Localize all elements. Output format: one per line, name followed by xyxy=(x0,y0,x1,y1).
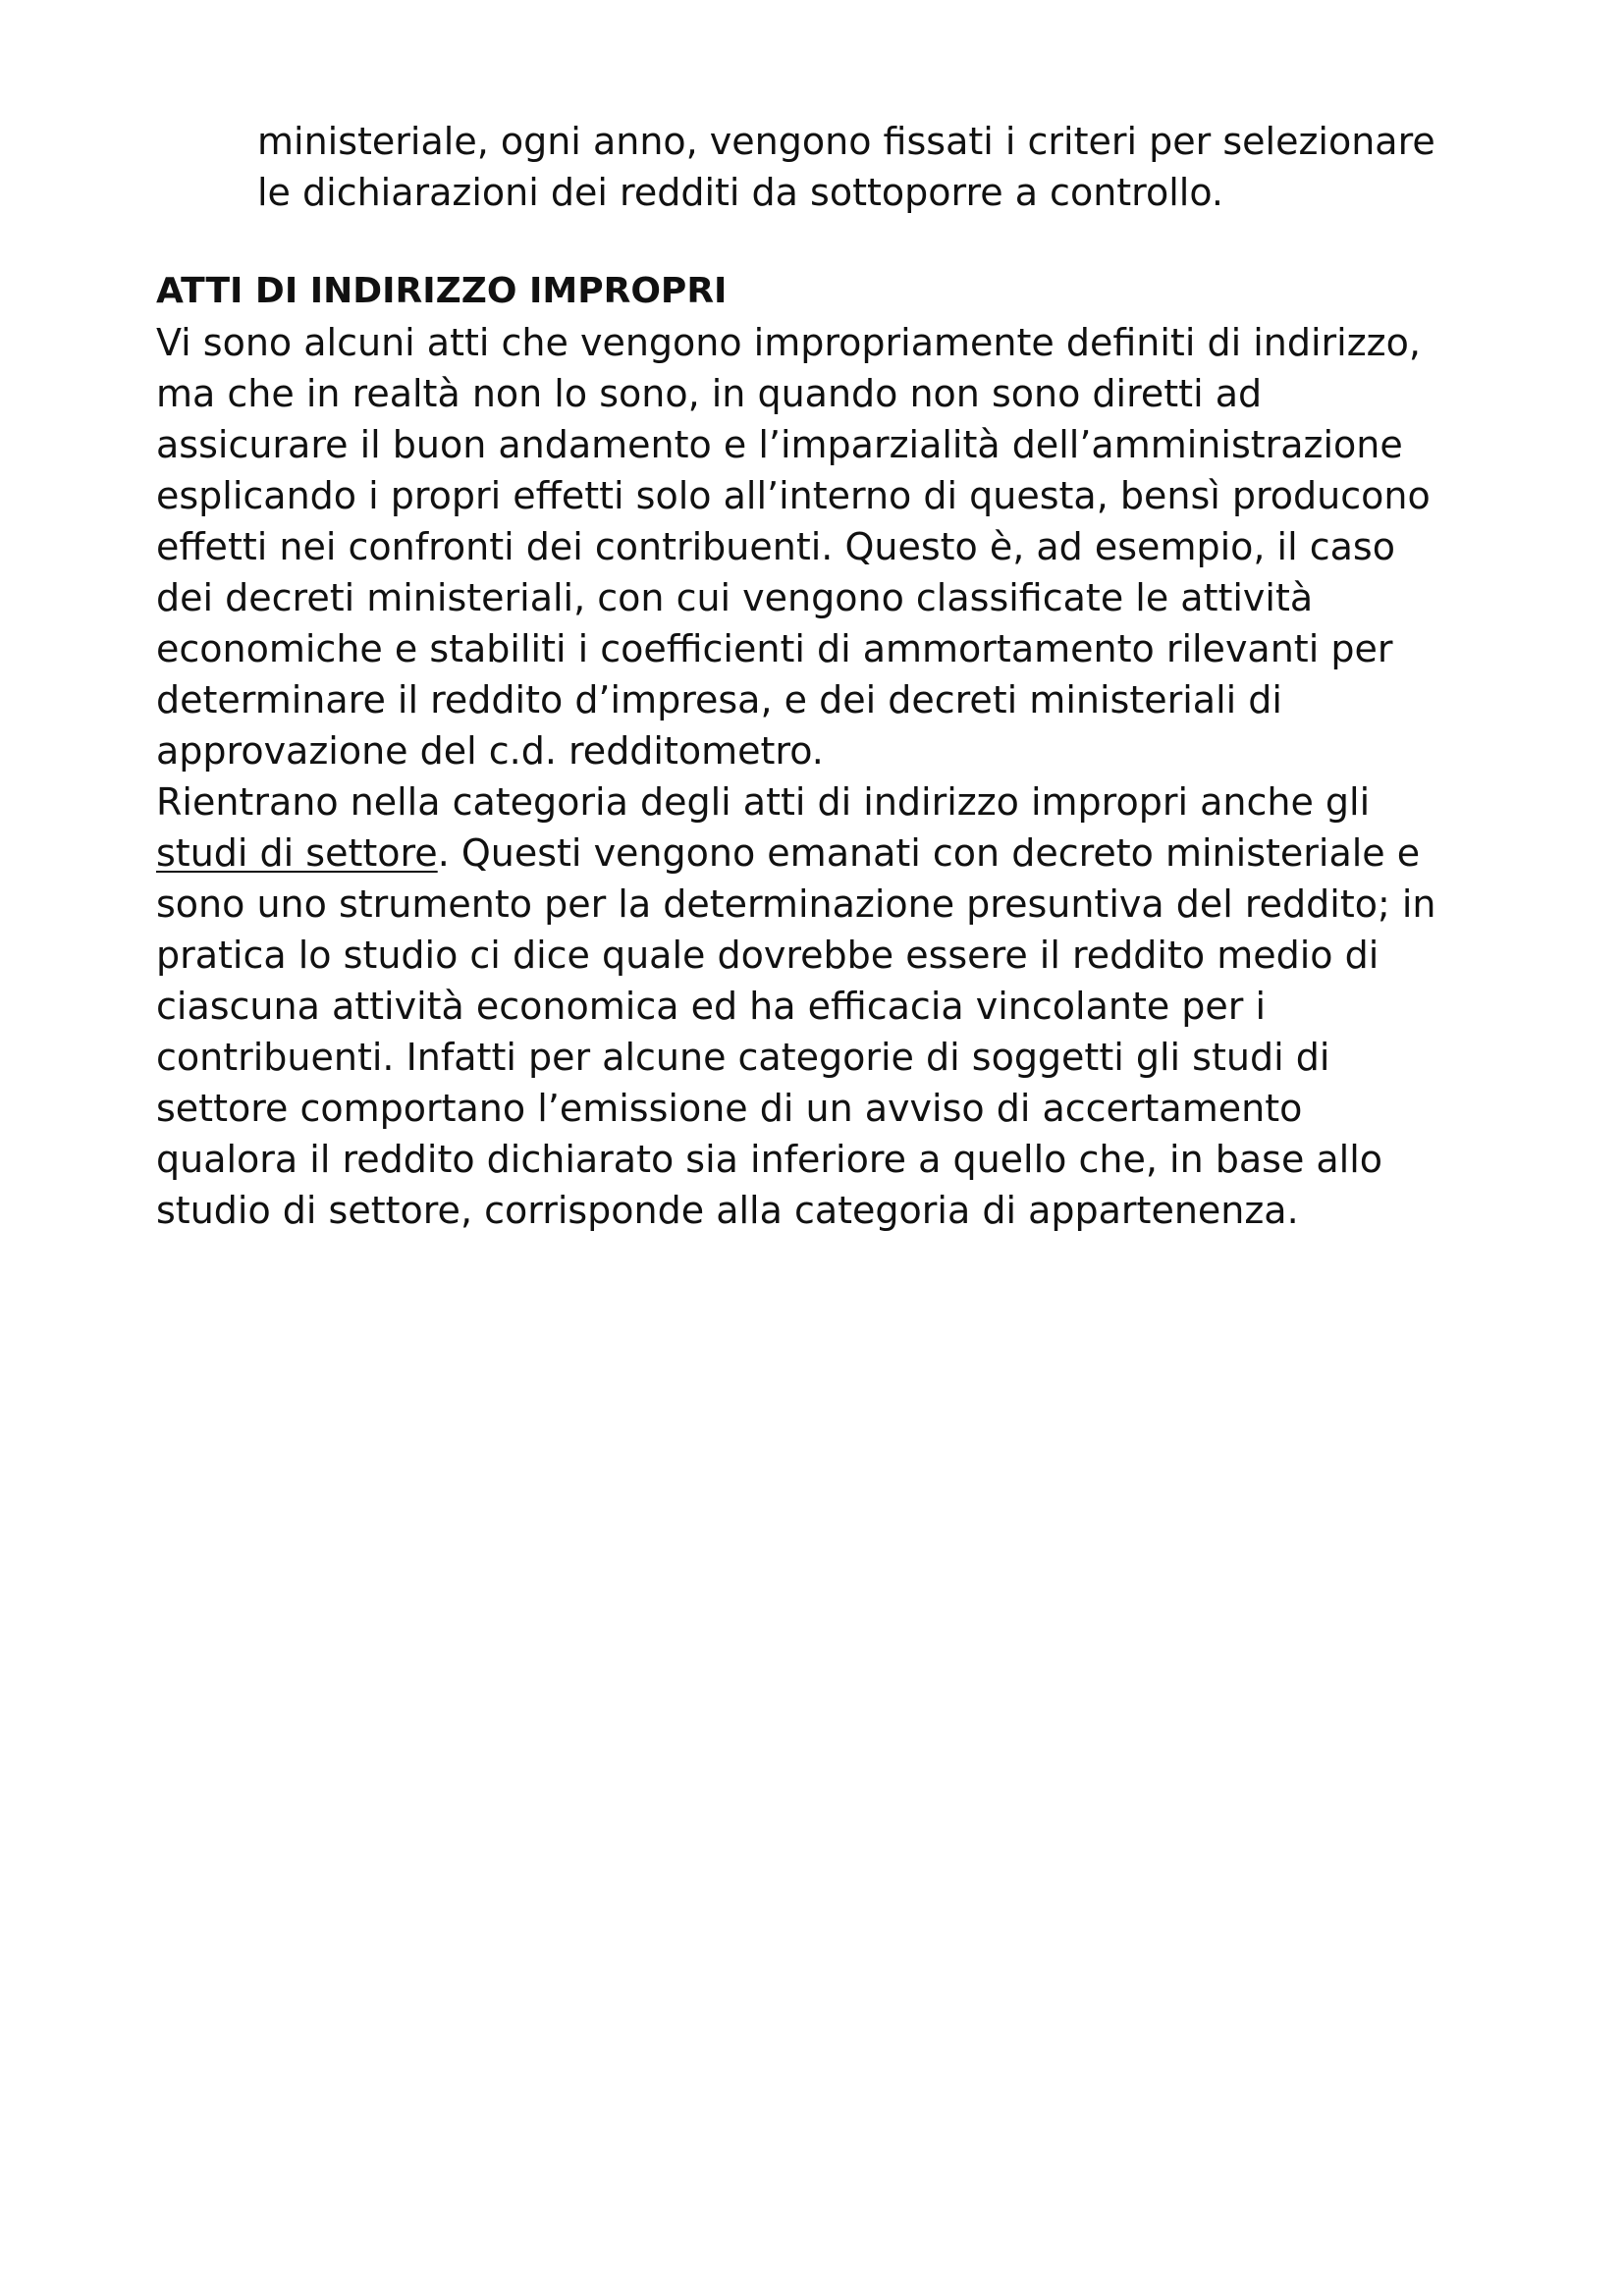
paragraph2-line: ciascuna attività economica ed ha efficacia vincolante per i xyxy=(156,985,1267,1028)
intro-line-2: le dichiarazioni dei redditi da sottoporre a controllo. xyxy=(257,171,1223,214)
paragraph2-line: contribuenti. Infatti per alcune categorie di soggetti gli studi di xyxy=(156,1036,1330,1079)
paragraph1-line: esplicando i propri effetti solo all’interno di questa, bensì producono xyxy=(156,474,1431,517)
paragraph1-line: assicurare il buon andamento e l’imparzialità dell’amministrazione xyxy=(156,423,1403,466)
paragraph2-line-with-link xyxy=(156,828,1420,879)
paragraph1-line: economiche e stabiliti i coefficienti di ammortamento rilevanti per xyxy=(156,627,1393,670)
paragraph2-line: sono uno strumento per la determinazione presuntiva del reddito; in xyxy=(156,882,1436,926)
paragraph1-line: ma che in realtà non lo sono, in quando non sono diretti ad xyxy=(156,372,1263,415)
paragraph1-line: Vi sono alcuni atti che vengono impropriamente definiti di indirizzo, xyxy=(156,321,1421,364)
studi-di-settore-underlined: studi di settore xyxy=(156,831,438,875)
paragraph2-line: qualora il reddito dichiarato sia inferiore a quello che, in base allo xyxy=(156,1138,1383,1181)
paragraph1-line: dei decreti ministeriali, con cui vengono classificate le attività xyxy=(156,576,1314,619)
paragraph2-line: pratica lo studio ci dice quale dovrebbe essere il reddito medio di xyxy=(156,934,1380,977)
paragraph1-line: effetti nei confronti dei contribuenti. Questo è, ad esempio, il caso xyxy=(156,525,1395,568)
paragraph2-line: Rientrano nella categoria degli atti di indirizzo impropri anche gli xyxy=(156,780,1371,824)
paragraph2-line: studio di settore, corrisponde alla categoria di appartenenza. xyxy=(156,1189,1299,1232)
intro-line-1: ministeriale, ogni anno, vengono fissati i criteri per selezionare xyxy=(257,120,1435,163)
paragraph2-line: settore comportano l’emissione di un avviso di accertamento xyxy=(156,1087,1303,1130)
paragraph2-line-rest: . Questi vengono emanati con decreto ministeriale e xyxy=(437,831,1421,875)
paragraph1-line: approvazione del c.d. redditometro. xyxy=(156,729,824,773)
section-heading: ATTI DI INDIRIZZO IMPROPRI xyxy=(156,271,728,311)
paragraph1-line: determinare il reddito d’impresa, e dei decreti ministeriali di xyxy=(156,678,1282,721)
